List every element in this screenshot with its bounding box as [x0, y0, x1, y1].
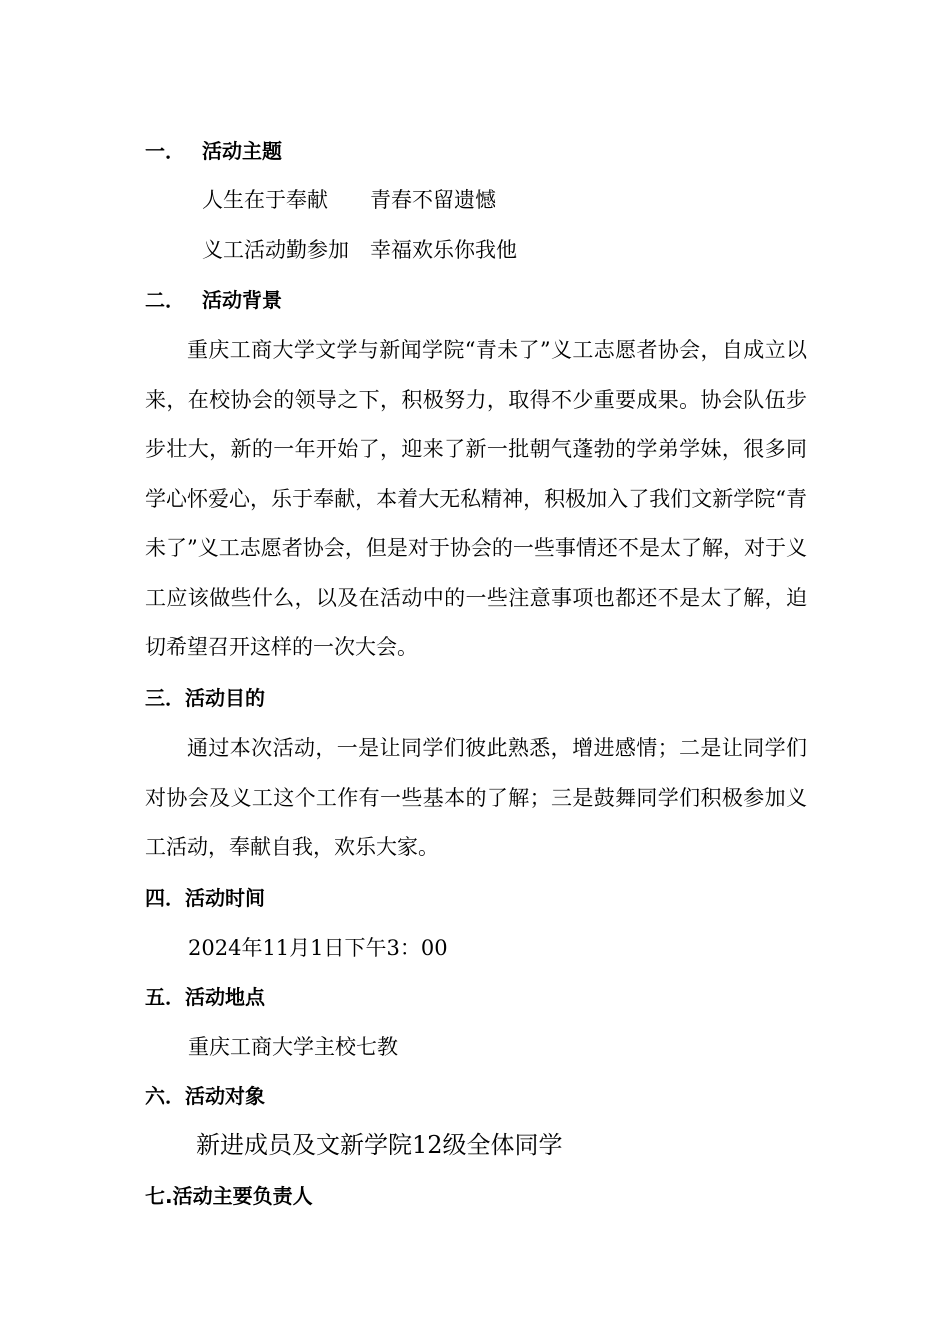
heading-title: 活动背景 [202, 288, 282, 312]
background-paragraph: 重庆工商大学文学与新闻学院“青未了”义工志愿者协会，自成立以来，在校协会的领导之下，积极努力，取得不少重要成果。协会队伍步步壮大，新的一年开始了，迎来了新一批朝气蓬勃的学弟学妹，很多同学心怀爱心，乐于奉献，本着大无私精神，积极加入了我们文新学院“青未了”义工志愿者协会，但是对于协会的一些事情还不是太了解，对于义工应该做些什么，以及在活动中的一些注意事项也都还不是太了解，迫切希望召开这样的一次大会。 [145, 338, 807, 659]
heading-activity-background [145, 286, 282, 314]
heading-activity-audience: 六．活动对象 [145, 1084, 265, 1108]
theme-slogan-line-1: 人生在于奉献 青春不留遗憾 [202, 188, 496, 212]
heading-number: 一． [145, 139, 185, 163]
heading-activity-leaders: 七.活动主要负责人 [145, 1184, 313, 1208]
heading-activity-time: 四．活动时间 [145, 886, 265, 910]
heading-number: 二． [145, 288, 185, 312]
activity-location-value: 重庆工商大学主校七教 [188, 1035, 398, 1059]
heading-activity-purpose: 三．活动目的 [145, 686, 265, 710]
heading-activity-theme [145, 137, 282, 165]
theme-slogan-line-2: 义工活动勤参加 幸福欢乐你我他 [202, 238, 517, 262]
activity-time-value: 2024年11月1日下午3：00 [188, 936, 448, 960]
activity-audience-value: 新进成员及文新学院12级全体同学 [196, 1131, 563, 1159]
heading-title: 活动主题 [202, 139, 282, 163]
purpose-paragraph: 通过本次活动，一是让同学们彼此熟悉，增进感情；二是让同学们对协会及义工这个工作有一些基本的了解；三是鼓舞同学们积极参加义工活动，奉献自我，欢乐大家。 [145, 736, 807, 859]
heading-activity-location: 五．活动地点 [145, 985, 265, 1009]
